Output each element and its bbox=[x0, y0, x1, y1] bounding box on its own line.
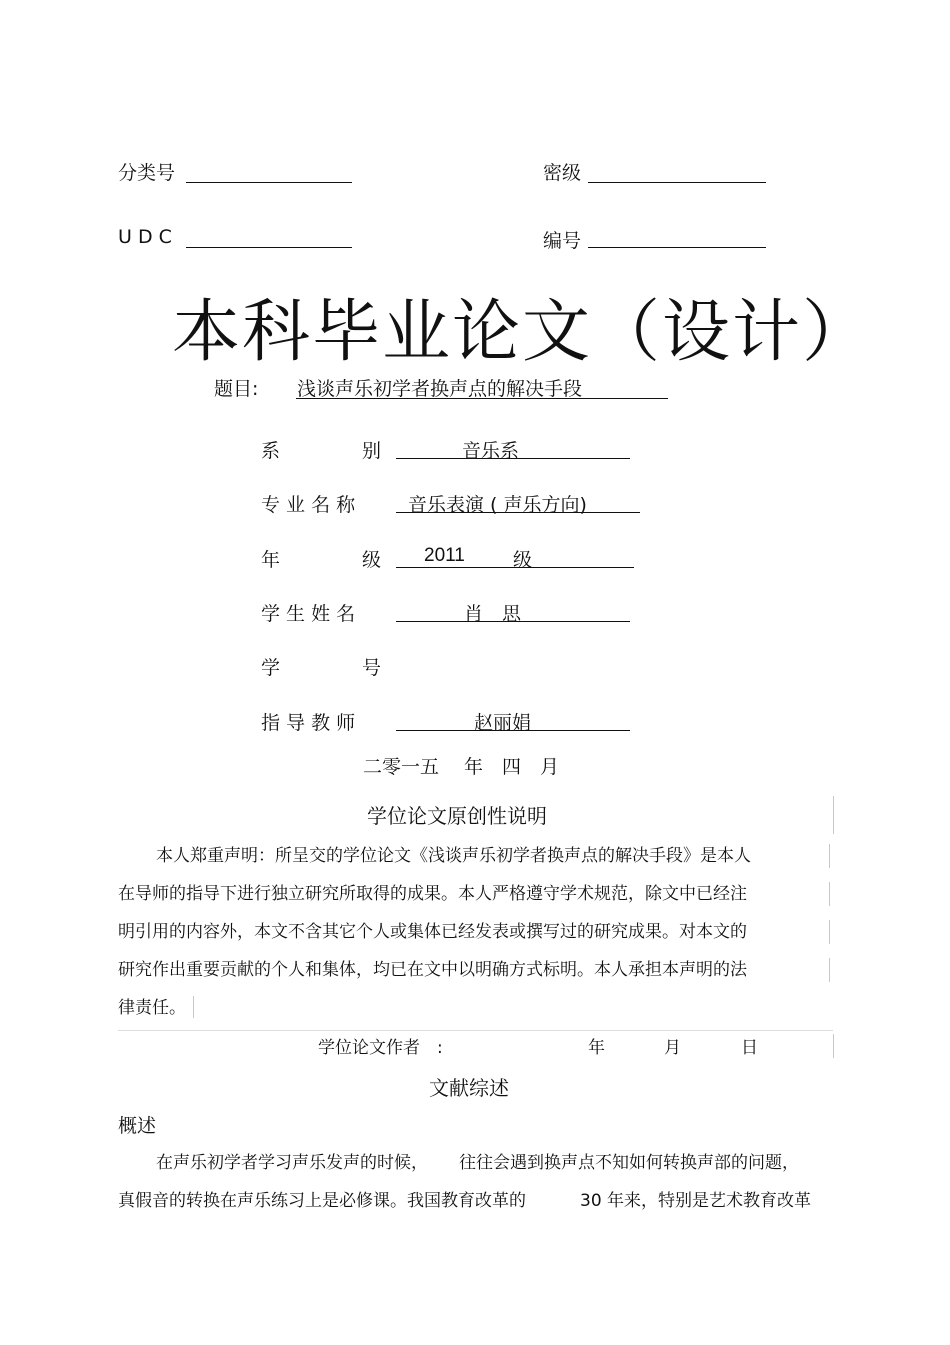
review-line-1b: 往往会遇到换声点不知如何转换声部的问题， bbox=[459, 1153, 799, 1173]
secrecy-field[interactable] bbox=[588, 182, 766, 183]
udc-field[interactable] bbox=[186, 247, 352, 248]
margin-mark bbox=[829, 958, 830, 982]
grade-suffix: 级 bbox=[513, 549, 533, 571]
page-title: 本科毕业论文（设计） bbox=[172, 293, 873, 372]
review-line-2a: 真假音的转换在声乐练习上是必修课。我国教育改革的 bbox=[118, 1191, 526, 1211]
major-label: 专 业 名 称 bbox=[261, 494, 356, 516]
topic-value: 浅谈声乐初学者换声点的解决手段 bbox=[297, 378, 583, 400]
dept-label-b: 别 bbox=[362, 440, 382, 462]
review-line-1a: 在声乐初学者学习声乐发声的时候， bbox=[156, 1153, 428, 1173]
sign-day: 日 bbox=[741, 1038, 758, 1058]
statement-heading: 学位论文原创性说明 bbox=[367, 804, 547, 828]
review-subheading: 概述 bbox=[118, 1115, 157, 1137]
serial-label: 编号 bbox=[543, 230, 582, 252]
author-label: 学位论文作者 : bbox=[318, 1038, 443, 1058]
advisor-underline bbox=[396, 730, 630, 731]
secrecy-label: 密级 bbox=[543, 162, 582, 184]
major-underline bbox=[396, 512, 640, 513]
advisor-label: 指 导 教 师 bbox=[261, 712, 356, 734]
margin-mark bbox=[833, 1034, 834, 1058]
topic-label: 题目: bbox=[214, 378, 259, 400]
serial-field[interactable] bbox=[588, 247, 766, 248]
name-label: 学 生 姓 名 bbox=[261, 603, 356, 625]
dept-value: 音乐系 bbox=[462, 440, 520, 462]
margin-mark bbox=[193, 996, 194, 1018]
id-label-b: 号 bbox=[362, 657, 382, 679]
review-heading: 文献综述 bbox=[429, 1076, 509, 1100]
statement-line-5: 律责任。 bbox=[118, 998, 186, 1018]
margin-mark bbox=[829, 920, 830, 944]
section-divider bbox=[118, 1030, 833, 1031]
margin-mark bbox=[829, 882, 830, 906]
topic-underline bbox=[296, 398, 668, 399]
review-line-2b: 30 年来，特别是艺术教育改革 bbox=[580, 1191, 812, 1211]
dept-underline bbox=[396, 458, 630, 459]
statement-line-1: 本人郑重声明：所呈交的学位论文《浅谈声乐初学者换声点的解决手段》是本人 bbox=[156, 846, 751, 866]
grade-label-b: 级 bbox=[362, 549, 382, 571]
id-label-a: 学 bbox=[261, 657, 281, 679]
sign-month: 月 bbox=[664, 1038, 681, 1058]
date-text: 二零一五 年 四 月 bbox=[363, 756, 560, 778]
classification-field[interactable] bbox=[186, 182, 352, 183]
grade-label-a: 年 bbox=[261, 549, 281, 571]
grade-value: 2011 bbox=[424, 545, 465, 566]
margin-mark bbox=[833, 796, 834, 834]
classification-label: 分类号 bbox=[118, 162, 176, 184]
grade-underline bbox=[396, 567, 634, 568]
statement-line-2: 在导师的指导下进行独立研究所取得的成果。本人严格遵守学术规范，除文中已经注 bbox=[118, 884, 747, 904]
margin-mark bbox=[829, 844, 830, 868]
statement-line-4: 研究作出重要贡献的个人和集体，均已在文中以明确方式标明。本人承担本声明的法 bbox=[118, 960, 747, 980]
name-value: 肖 思 bbox=[464, 603, 522, 625]
advisor-value: 赵丽娟 bbox=[474, 712, 532, 734]
name-underline bbox=[396, 621, 630, 622]
udc-label: U D C bbox=[118, 226, 172, 248]
sign-year: 年 bbox=[588, 1038, 605, 1058]
dept-label-a: 系 bbox=[261, 440, 281, 462]
major-value: 音乐表演 ( 声乐方向) bbox=[408, 494, 587, 516]
statement-line-3: 明引用的内容外，本文不含其它个人或集体已经发表或撰写过的研究成果。对本文的 bbox=[118, 922, 747, 942]
